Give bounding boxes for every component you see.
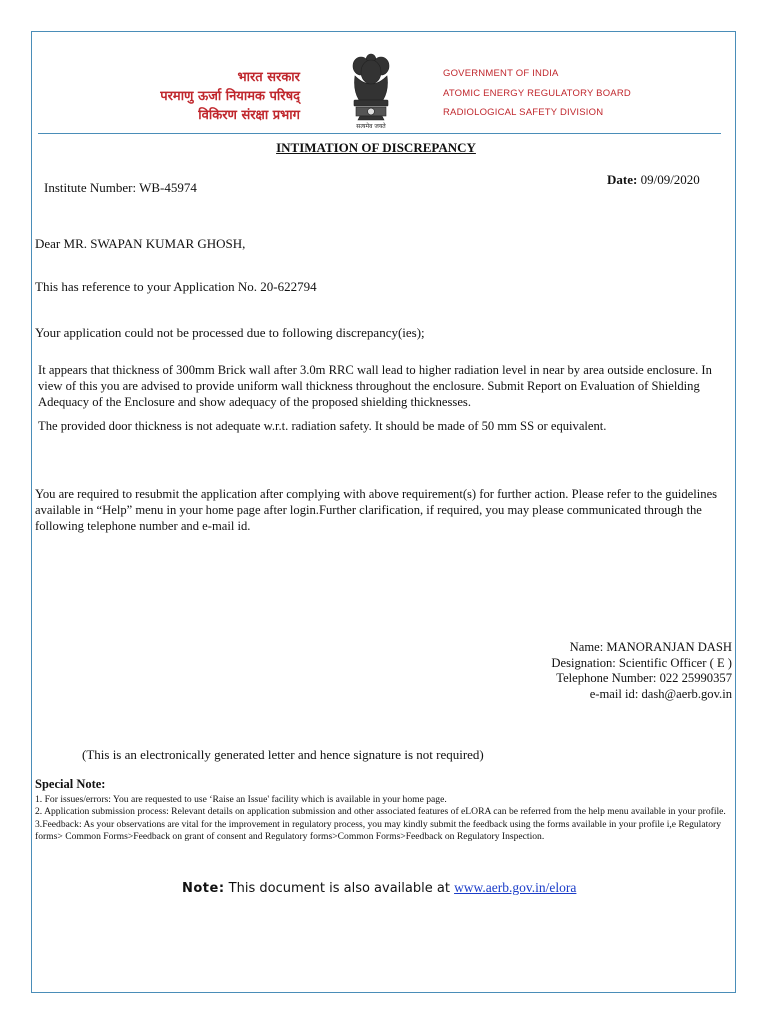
date-value: 09/09/2020: [640, 172, 700, 187]
hindi-line-1: भारत सरकार: [237, 70, 300, 85]
discrepancy-1: It appears that thickness of 300mm Brick wall after 3.0m RRC wall lead to higher radiation level in near by area outside enclosure. In view of this you are advised to provide uniform wall thickness throughout the enclosure. Submit Report on Evaluation of Shielding Adequacy of the Enclosure and show adequacy of the proposed shielding thicknesses.: [38, 363, 712, 409]
header-divider: [38, 133, 721, 134]
electronic-note: (This is an electronically generated letter and hence signature is not required): [82, 747, 484, 762]
special-note-heading: Special Note:: [35, 777, 106, 791]
hindi-line-2: परमाणु ऊर्जा नियामक परिषद्: [160, 89, 300, 104]
signatory-designation: Designation: Scientific Officer ( E ): [551, 655, 732, 670]
special-note-list: [35, 794, 727, 844]
salutation: Dear MR. SWAPAN KUMAR GHOSH,: [35, 236, 246, 251]
hindi-line-3: विकिरण संरक्षा प्रभाग: [198, 108, 300, 123]
header-hindi: [100, 68, 300, 125]
elora-link[interactable]: www.aerb.gov.in/elora: [454, 880, 577, 895]
intro-line: Your application could not be processed due to following discrepancy(ies);: [35, 325, 425, 340]
special-note-item-3: 3.Feedback: As your observations are vital for the improvement in regulatory process, you may kindly submit the feedback using the forms available in your profile i,e Regulatory forms> Common Forms>Feedback on grant of consent and Regulatory forms>Common Forms>Feedback on Regulatory Inspection.: [35, 818, 722, 843]
special-note-item-2: 2. Application submission process: Relevant details on application submission and other associated features of eLORA can be referred from the help menu available in your profile.: [35, 806, 726, 818]
footer-note-label: Note:: [182, 881, 225, 896]
resubmit-paragraph: You are required to resubmit the application after complying with above requirement(s) for further action. Please refer to the guidelines available in “Help” menu in your home page after login.Further clarification, if required, you may please communicated through the following telephone number and e-mail id.: [35, 487, 718, 533]
special-note-item-1: 1. For issues/errors: You are requested to use ‘Raise an Issue' facility which is available in your home page.: [35, 794, 447, 805]
signatory-block: [551, 640, 732, 702]
document-title: INTIMATION OF DISCREPANCY: [276, 140, 476, 155]
footer-note-text: This document is also available at: [224, 881, 455, 896]
institute-number: [44, 180, 197, 196]
institute-value: WB-45974: [139, 180, 197, 195]
national-emblem-icon: [343, 50, 399, 134]
discrepancy-2: The provided door thickness is not adequate w.r.t. radiation safety. It should be made of 50 mm SS or equivalent.: [38, 419, 607, 433]
signatory-telephone: Telephone Number: 022 25990357: [556, 671, 732, 685]
date: [607, 172, 700, 188]
institute-label: Institute Number:: [44, 180, 140, 195]
date-label: Date:: [607, 172, 641, 187]
header-english: [443, 64, 631, 123]
signatory-name: Name: MANORANJAN DASH: [569, 640, 732, 654]
emblem-caption: सत्यमेव जयते: [356, 123, 386, 130]
english-line-1: GOVERNMENT OF INDIA: [443, 68, 559, 79]
english-line-2: ATOMIC ENERGY REGULATORY BOARD: [443, 87, 631, 99]
signatory-email: e-mail id: dash@aerb.gov.in: [589, 686, 732, 701]
footer-note: [182, 879, 576, 897]
english-line-3: RADIOLOGICAL SAFETY DIVISION: [443, 107, 604, 118]
reference-line: This has reference to your Application No. 20-622794: [35, 279, 317, 294]
